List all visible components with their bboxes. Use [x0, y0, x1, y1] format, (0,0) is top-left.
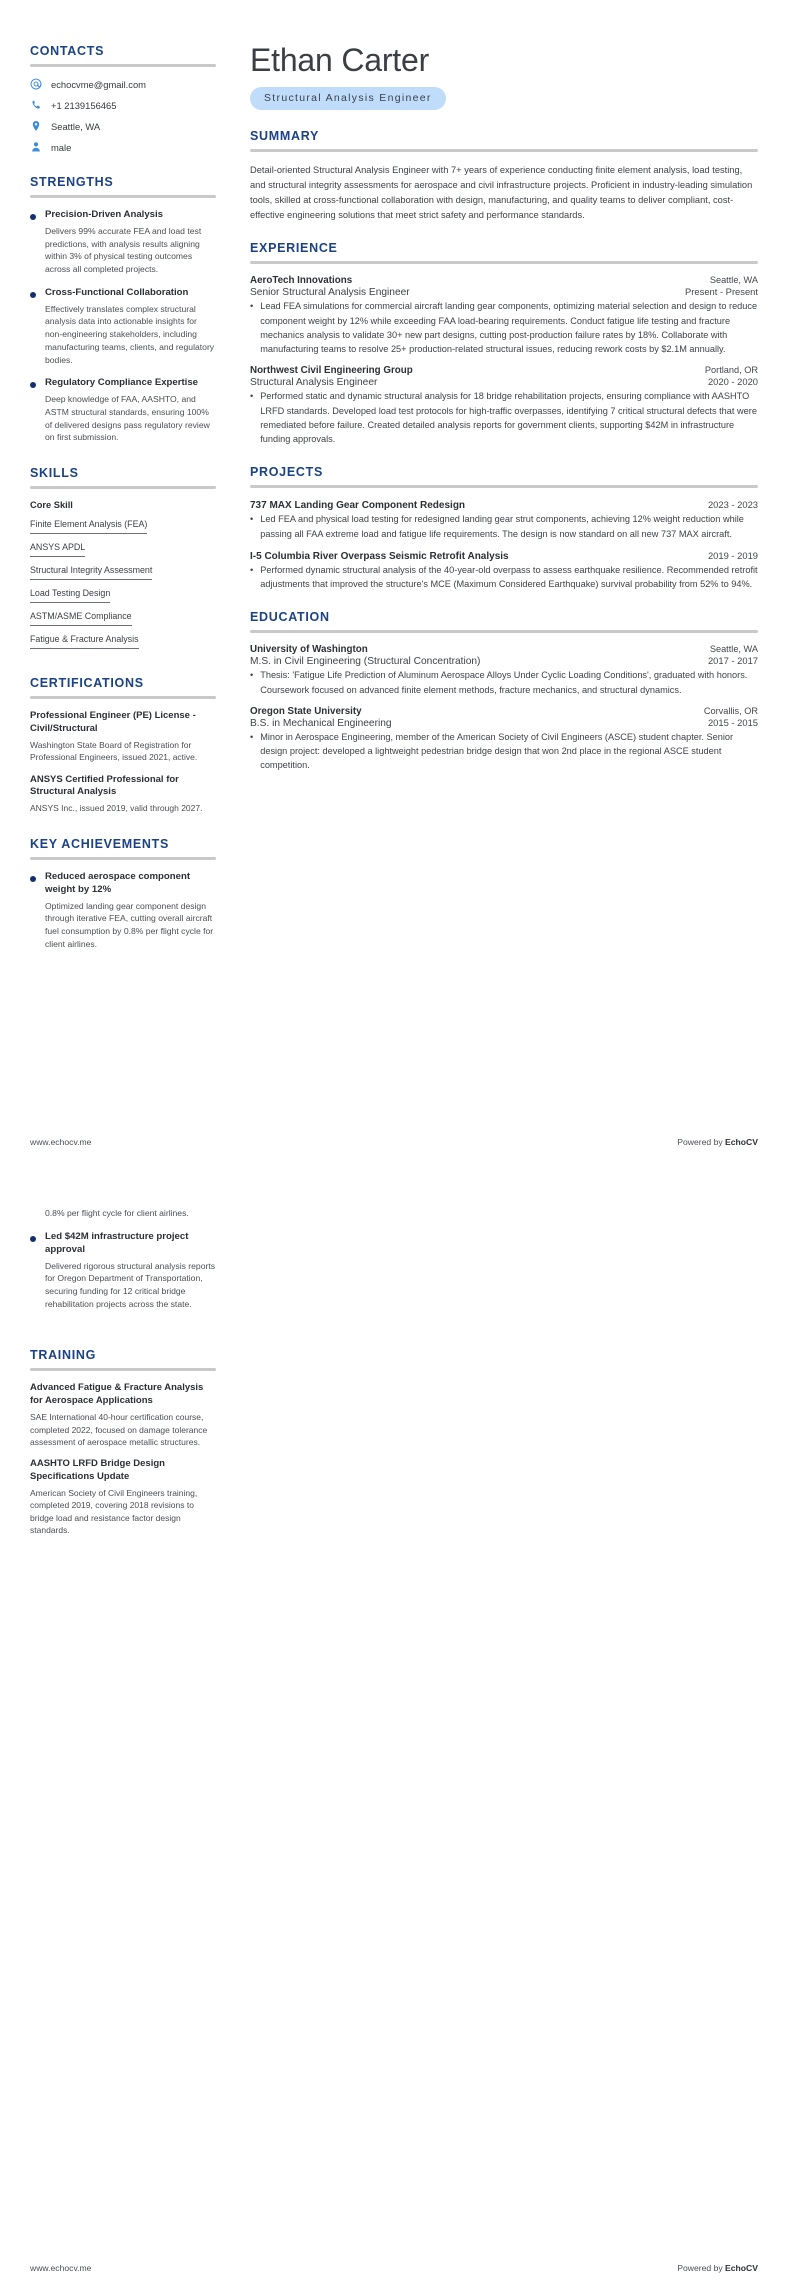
training-text: SAE International 40-hour certification course, completed 2022, focused on damage tolerance assessment of aerospace metallic structures.: [30, 1412, 208, 1447]
training-heading: TRAINING: [30, 1348, 97, 1363]
education-org: Oregon State University: [250, 705, 362, 717]
education-location: Seattle, WA: [709, 644, 758, 655]
section-education: [250, 610, 758, 772]
education-date: 2017 - 2017: [707, 655, 758, 667]
strength-text: Deep knowledge of FAA, AASHTO, and ASTM structural standards, ensuring 100% of delivered designs pass regulatory review on first submission.: [45, 394, 210, 443]
education-degree: M.S. in Civil Engineering (Structural Concentration): [250, 656, 481, 668]
project-date: 2023 - 2023: [707, 499, 758, 511]
divider: [30, 195, 216, 198]
achievement-title: Reduced aerospace component weight by 12%: [45, 870, 191, 895]
certification-item: [30, 710, 216, 763]
divider: [30, 857, 216, 860]
education-entry: [250, 706, 758, 773]
experience-bullet-text: Performed static and dynamic structural analysis for 18 bridge rehabilitation projects, ensuring compliance with AASHTO LRFD standards. Developed load test protocols for high-traffic overpasses, identifying 7 critical structural defects that were remediated before failure. Created detailed analysis reports for government clients, supporting $42M in infrastructure funding approvals.: [260, 391, 757, 445]
section-key-achievements-continued: [30, 1207, 216, 1310]
main-column: [238, 44, 794, 782]
education-bullet: [250, 668, 758, 697]
achievement-title: Led $42M infrastructure project approval: [45, 1230, 189, 1255]
footer-powered-label: Powered by: [677, 2263, 726, 2273]
bullet-glyph-icon: •: [250, 564, 254, 575]
certification-item: [30, 774, 216, 815]
strength-title: Regulatory Compliance Expertise: [45, 377, 199, 389]
project-bullet-text: Performed dynamic structural analysis of the 40-year-old overpass to assess earthquake resilience. Recommended retrofit adjustments that improved the structure's MCE (Maximum Considered Earthquake) survival probability from 52% to 94%.: [260, 564, 758, 590]
contact-phone-value: +1 2139156465: [51, 99, 117, 111]
strengths-heading: STRENGTHS: [30, 175, 114, 189]
divider: [250, 485, 758, 488]
strength-item: [30, 209, 216, 276]
certifications-heading: CERTIFICATIONS: [30, 676, 144, 691]
experience-bullet: [250, 389, 758, 446]
divider: [250, 261, 758, 264]
project-bullet-text: Led FEA and physical load testing for redesigned landing gear strut components, achieving 12% weight reduction while passing all FAA extreme load and fatigue life requirements. The design is now standard on all new 737 MAX aircraft.: [260, 514, 744, 539]
strength-title: Cross-Functional Collaboration: [45, 286, 189, 298]
email-icon: [30, 78, 42, 90]
skill-item: ASTM/ASME Compliance: [30, 608, 132, 626]
contact-email-value: echocvme@gmail.com: [51, 78, 146, 90]
footer-brand: [677, 2263, 758, 2273]
contact-email[interactable]: [30, 78, 216, 90]
page-break: [0, 1159, 794, 1189]
skill-item: Structural Integrity Assessment: [30, 562, 152, 580]
achievement-text-continued: 0.8% per flight cycle for client airlines.: [45, 1208, 189, 1218]
experience-bullet-text: Lead FEA simulations for commercial aircraft landing gear components, optimizing material selection and design to reduce component weight by 12% while exceeding FAA load-bearing requirements. Conduct fatigue life testing and fracture mechanics analysis to validate 30+ new part designs, cutting post-production failure rates by 18%. Collaborate with manufacturing teams to resolve 25+ production-related structural issues, reducing rework costs by $2.1M annually.: [260, 301, 758, 355]
strength-item: [30, 287, 216, 367]
strength-item: [30, 377, 216, 444]
education-date: 2015 - 2015: [707, 716, 758, 728]
projects-heading: PROJECTS: [250, 465, 323, 480]
footer-brand-name: EchoCV: [725, 1137, 758, 1147]
experience-org: Northwest Civil Engineering Group: [250, 365, 413, 377]
skill-item: Finite Element Analysis (FEA): [30, 516, 147, 534]
sidebar: [0, 44, 238, 972]
experience-date: 2020 - 2020: [707, 376, 758, 388]
role-badge: Structural Analysis Engineer: [250, 87, 446, 110]
education-entry: [250, 644, 758, 697]
section-strengths: [30, 175, 216, 444]
section-key-achievements: [30, 837, 216, 951]
section-contacts: [30, 44, 216, 153]
strength-text: Delivers 99% accurate FEA and load test predictions, with analysis results aligning within 3% of physical testing outcomes across all completed projects.: [45, 225, 202, 275]
bullet-glyph-icon: •: [250, 391, 254, 402]
project-title: I-5 Columbia River Overpass Seismic Retrofit Analysis: [250, 550, 509, 562]
experience-entry: [250, 275, 758, 356]
bullet-glyph-icon: •: [250, 301, 254, 312]
sidebar-continued: [0, 1207, 238, 1559]
footer-powered-label: Powered by: [677, 1137, 726, 1147]
section-certifications: [30, 676, 216, 814]
achievement-item-continued: [45, 1207, 216, 1220]
footer-brand-name: EchoCV: [725, 2263, 758, 2273]
skill-item: Load Testing Design: [30, 585, 110, 603]
training-title: AASHTO LRFD Bridge Design Specifications Update: [30, 1458, 165, 1483]
summary-heading: SUMMARY: [250, 128, 320, 143]
education-bullet-text: Thesis: 'Fatigue Life Prediction of Aluminum Aerospace Alloys Under Cyclic Loading Conditions', graduated with honors. Coursework focused on advanced finite element methods, fracture mechanics, and structural dynamics.: [260, 670, 748, 695]
education-degree: B.S. in Mechanical Engineering: [250, 717, 392, 729]
bullet-glyph-icon: •: [250, 514, 254, 525]
project-bullet: [250, 563, 758, 592]
bullet-glyph-icon: •: [250, 731, 254, 742]
certification-title: Professional Engineer (PE) License - Civil/Structural: [30, 710, 196, 734]
contact-gender[interactable]: [30, 141, 216, 153]
experience-entry: [250, 365, 758, 446]
education-org: University of Washington: [250, 644, 368, 656]
footer-brand: [677, 1137, 758, 1147]
training-item: [30, 1458, 216, 1536]
page-title: Ethan Carter: [250, 42, 430, 78]
strength-title: Precision-Driven Analysis: [45, 209, 164, 220]
achievement-text: Optimized landing gear component design through iterative FEA, cutting overall aircraft fuel consumption by 0.8% per flight cycle for client airlines.: [45, 900, 214, 949]
divider: [250, 630, 758, 633]
bullet-dot-icon: [30, 292, 36, 298]
contact-location-value: Seattle, WA: [51, 120, 101, 132]
key-achievements-heading: KEY ACHIEVEMENTS: [30, 836, 170, 851]
experience-location: Portland, OR: [704, 365, 758, 376]
experience-bullet: [250, 299, 758, 356]
experience-heading: EXPERIENCE: [250, 241, 338, 256]
page-footer-1: [0, 1123, 794, 1159]
footer-site-url[interactable]: www.echocv.me: [30, 1137, 92, 1147]
contacts-heading: CONTACTS: [30, 44, 105, 58]
bullet-glyph-icon: •: [250, 670, 254, 681]
summary-text: Detail-oriented Structural Analysis Engineer with 7+ years of experience conducting finite element analysis, load testing, and structural integrity assessments for aerospace and civil infrastructure projects. Proficient in industry-leading simulation tools, skilled at cross-functional collaboration with design, manufacturing, and quality teams to deliver compliant, cost-effective engineering solutions that meet strict safety and performance standards.: [250, 164, 753, 220]
achievement-text: Delivered rigorous structural analysis reports for Oregon Department of Transportation, securing funding for 12 critical bridge rehabilitation projects across the state.: [45, 1260, 216, 1309]
experience-date: Present - Present: [685, 286, 758, 298]
divider: [30, 696, 216, 699]
divider: [30, 486, 216, 489]
certification-text: ANSYS Inc., issued 2019, valid through 2027.: [30, 803, 203, 814]
location-pin-icon: [30, 120, 42, 132]
section-summary: [250, 129, 758, 223]
project-entry: [250, 499, 758, 541]
achievement-item: [30, 871, 216, 951]
footer-site-url[interactable]: www.echocv.me: [30, 2263, 92, 2273]
phone-icon: [30, 99, 42, 111]
skills-heading: SKILLS: [30, 466, 79, 481]
training-item: [30, 1382, 216, 1448]
bullet-dot-icon: [30, 876, 36, 882]
education-bullet-text: Minor in Aerospace Engineering, member of the American Society of Civil Engineers (ASCE) student chapter. Senior design project: developed a lightweight pedestrian bridge design that won 2nd place in the regional ASCE student competition.: [260, 731, 734, 771]
training-text: American Society of Civil Engineers training, completed 2019, covering 2018 revisions to bridge load and resistance factor design standards.: [30, 1487, 198, 1536]
contact-location[interactable]: [30, 120, 216, 132]
bullet-dot-icon: [30, 214, 36, 220]
project-entry: [250, 550, 758, 592]
skill-item: ANSYS APDL: [30, 539, 85, 557]
achievement-item: [30, 1231, 216, 1311]
skills-subheading: Core Skill: [30, 500, 73, 511]
education-location: Corvallis, OR: [703, 705, 758, 716]
contact-phone[interactable]: [30, 99, 216, 111]
training-title: Advanced Fatigue & Fracture Analysis for Aerospace Applications: [30, 1382, 204, 1407]
experience-title: Structural Analysis Engineer: [250, 377, 378, 389]
page-footer-2: [0, 2249, 794, 2285]
divider: [30, 1368, 216, 1371]
resume-page-2: [0, 1189, 794, 2249]
divider: [30, 64, 216, 67]
resume-page-1: [0, 0, 794, 1123]
project-bullet: [250, 512, 758, 541]
skills-list: [30, 516, 216, 654]
bullet-dot-icon: [30, 1236, 36, 1242]
certification-text: Washington State Board of Registration for Professional Engineers, issued 2021, active.: [30, 739, 198, 763]
strength-text: Effectively translates complex structural analysis data into actionable insights for non-engineering stakeholders, including manufacturing teams, clients, and regulatory bodies.: [45, 303, 215, 365]
person-icon: [30, 141, 42, 153]
certification-title: ANSYS Certified Professional for Structural Analysis: [30, 773, 179, 798]
bullet-dot-icon: [30, 382, 36, 388]
education-heading: EDUCATION: [250, 610, 330, 625]
contact-gender-value: male: [51, 141, 72, 153]
divider: [250, 149, 758, 152]
section-skills: [30, 466, 216, 654]
skill-item: Fatigue & Fracture Analysis: [30, 631, 139, 649]
experience-org: AeroTech Innovations: [250, 275, 353, 287]
experience-title: Senior Structural Analysis Engineer: [250, 287, 410, 299]
project-title: 737 MAX Landing Gear Component Redesign: [250, 500, 466, 512]
section-training: [30, 1348, 216, 1536]
project-date: 2019 - 2019: [707, 549, 758, 561]
experience-location: Seattle, WA: [709, 275, 758, 286]
section-experience: [250, 241, 758, 446]
section-projects: [250, 465, 758, 591]
education-bullet: [250, 730, 758, 773]
